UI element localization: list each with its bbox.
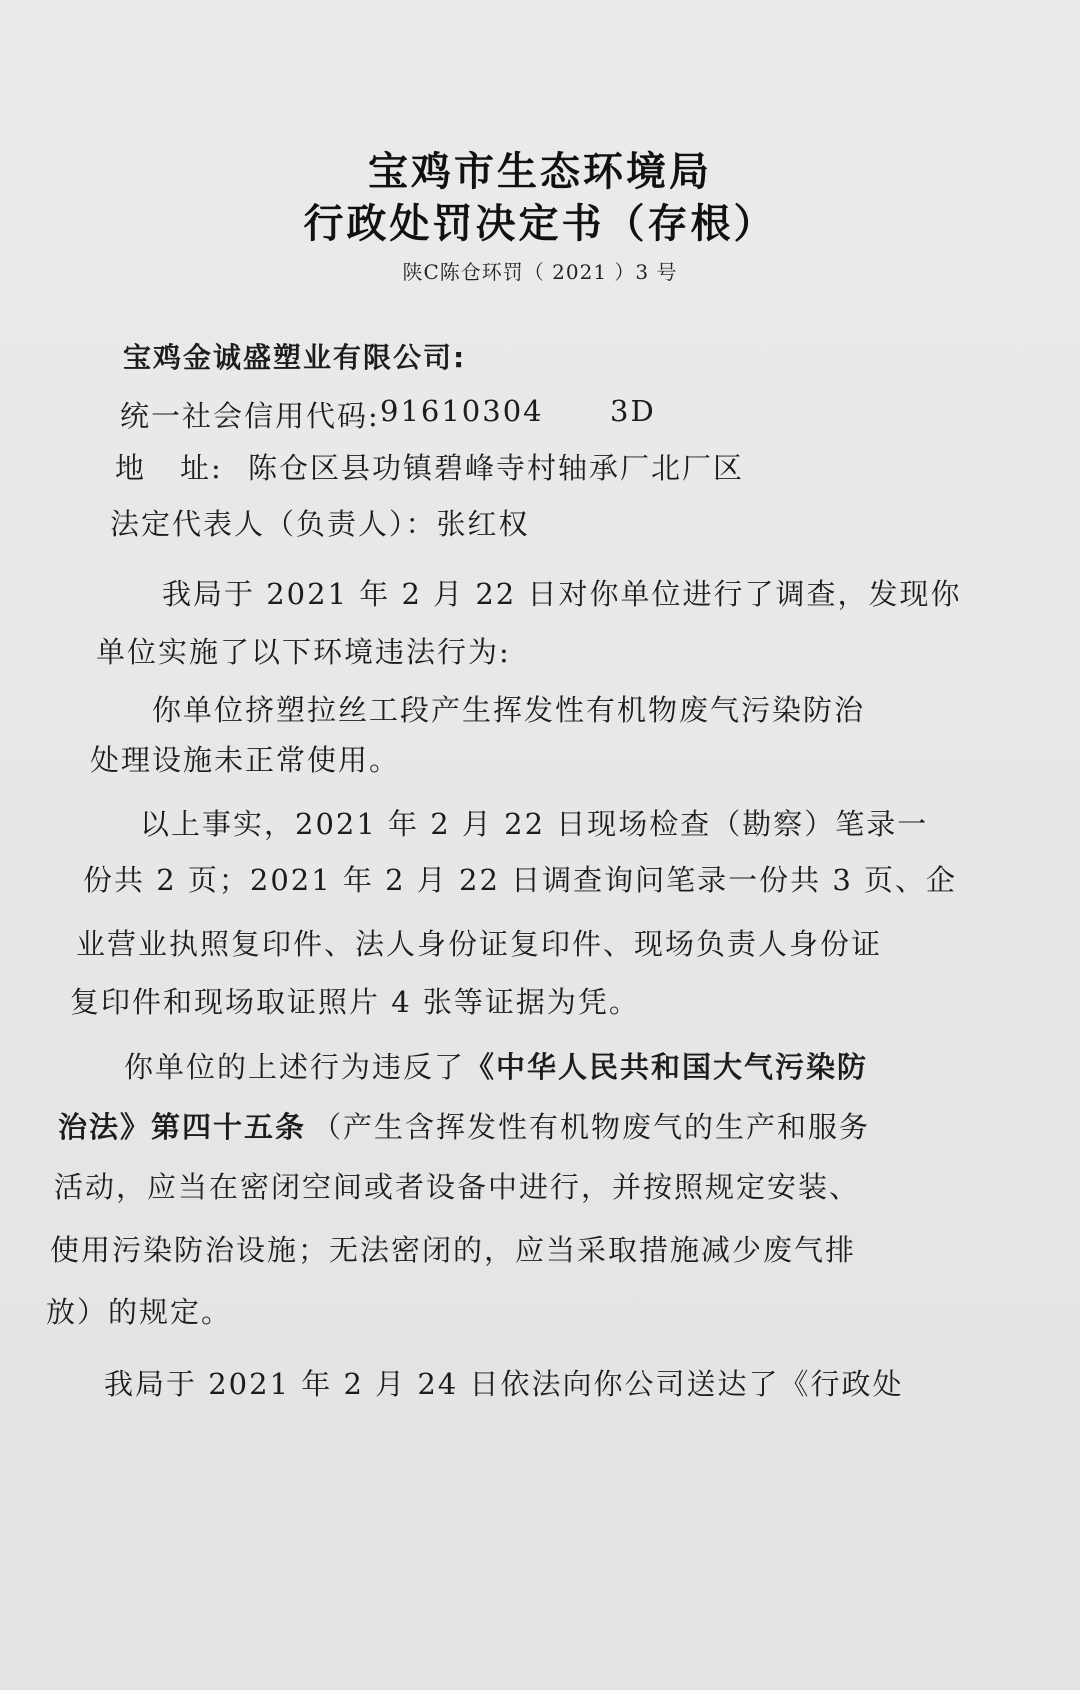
credit-code-label: 统一社会信用代码: <box>120 399 380 433</box>
paragraph-4-line-4: 使用污染防治设施；无法密闭的，应当采取措施减少废气排 <box>50 1233 857 1267</box>
paragraph-2-line-1: 你单位挤塑拉丝工段产生挥发性有机物废气污染防治 <box>152 693 866 727</box>
paragraph-4-line-1a: 你单位的上述行为违反了 <box>124 1050 466 1084</box>
company-name: 宝鸡金诚盛塑业有限公司: <box>123 341 467 374</box>
law-title: 《中华人民共和国大气污染防 <box>465 1050 869 1084</box>
address-label-part1: 地 <box>115 451 147 485</box>
agency-title: 宝鸡市生态环境局 <box>368 149 712 195</box>
address-label-part2: 址: <box>180 451 223 485</box>
paragraph-5-line-1: 我局于 2021 年 2 月 24 日依法向你公司送达了《行政处 <box>104 1367 904 1401</box>
paragraph-2-line-2: 处理设施未正常使用。 <box>90 743 401 777</box>
paragraph-3-line-1: 以上事实，2021 年 2 月 22 日现场检查（勘察）笔录一 <box>140 807 929 841</box>
law-article: 治法》第四十五条 <box>58 1110 307 1144</box>
credit-code-value: 91610304 <box>380 394 544 428</box>
paragraph-3-line-2: 份共 2 页；2021 年 2 月 22 日调查询问笔录一份共 3 页、企 <box>83 863 958 897</box>
paragraph-1-line-2: 单位实施了以下环境违法行为: <box>96 635 511 669</box>
paragraph-1-line-1: 我局于 2021 年 2 月 22 日对你单位进行了调查，发现你 <box>162 577 962 611</box>
paragraph-3-line-4: 复印件和现场取证照片 4 张等证据为凭。 <box>70 985 640 1019</box>
address-value: 陈仓区县功镇碧峰寺村轴承厂北厂区 <box>248 451 745 485</box>
paragraph-3-line-3: 业营业执照复印件、法人身份证复印件、现场负责人身份证 <box>76 927 883 961</box>
document-number: 陕C陈仓环罚（ 2021 ）3 号 <box>402 260 678 284</box>
paragraph-4-line-3: 活动，应当在密闭空间或者设备中进行，并按照规定安装、 <box>54 1170 861 1204</box>
document-type-title: 行政处罚决定书（存根） <box>303 201 777 247</box>
paragraph-4-line-5: 放）的规定。 <box>46 1295 233 1329</box>
paragraph-4-line-2b: （产生含挥发性有机物废气的生产和服务 <box>312 1110 871 1144</box>
legal-representative: 法定代表人（负责人）：张红权 <box>110 507 530 541</box>
credit-code-tail: 3D <box>610 394 656 428</box>
